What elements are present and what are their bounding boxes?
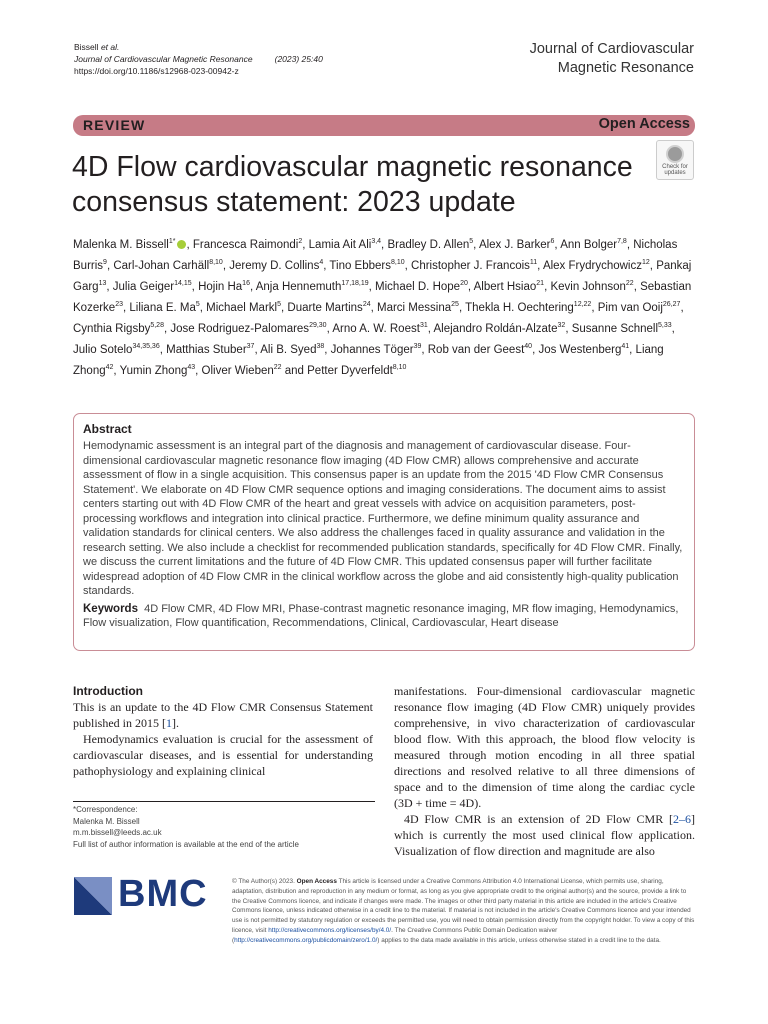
- header-journal: Journal of Cardiovascular Magnetic Resonance: [74, 54, 253, 64]
- author-name-text: Bradley D. Allen: [387, 238, 470, 251]
- author-affiliation: 6: [550, 238, 555, 245]
- author-name-text: Tino Ebbers: [329, 259, 391, 272]
- article-type-banner: [73, 115, 695, 136]
- correspondence-note: [73, 804, 299, 850]
- author-name-text: Kevin Johnson: [550, 280, 626, 293]
- author-name: [550, 281, 633, 293]
- abstract-box: [73, 413, 695, 651]
- author-name-text: Christopher J. Francois: [411, 259, 530, 272]
- author-name: [572, 323, 672, 335]
- body-left-column: [73, 683, 373, 779]
- license-body-2: . The Creative Commons Public Domain Dedication waiver (: [232, 926, 558, 944]
- author-affiliation: 32: [557, 322, 566, 330]
- author-name-text: Liliana E. Ma: [129, 301, 196, 314]
- author-name-text: Alex J. Barker: [478, 238, 551, 251]
- author-affiliation: 5: [469, 238, 474, 245]
- author-name-text: Susanne Schnell: [571, 322, 659, 335]
- license-copyright: © The Author(s) 2023.: [232, 878, 295, 885]
- author-name: [411, 260, 537, 272]
- author-name: [474, 281, 544, 293]
- bmc-logo-icon: [74, 877, 114, 915]
- intro-heading: Introduction: [73, 684, 143, 698]
- author-name-text: Oliver Wieben: [201, 365, 274, 378]
- author-affiliation: 25: [451, 301, 459, 309]
- article-type-label: REVIEW: [83, 117, 146, 133]
- author-affiliation: 43: [187, 364, 196, 372]
- author-affiliation: 42: [105, 364, 114, 372]
- check-for-updates-button[interactable]: [656, 140, 694, 180]
- author-name: [309, 239, 381, 251]
- author-affiliation: 9: [103, 259, 107, 267]
- author-affiliation: 3,4: [371, 238, 382, 245]
- citation-link[interactable]: 2–6: [673, 812, 691, 826]
- author-name: [73, 344, 160, 356]
- author-affiliation: 23: [115, 301, 123, 309]
- author-affiliation: 37: [246, 343, 255, 351]
- author-name: [387, 239, 473, 251]
- p1-text-end: ].: [172, 716, 179, 730]
- author-name-text: Carl-Johan Carhäll: [113, 259, 210, 272]
- author-name-text: Arno A. W. Roest: [332, 322, 420, 335]
- author-affiliation: 34,35,36: [132, 343, 160, 351]
- author-affiliation: 39: [413, 343, 422, 351]
- author-affiliation: 12,22: [573, 301, 592, 309]
- author-name: [598, 302, 681, 314]
- author-name: [202, 365, 282, 377]
- author-name-text: Rob van der Geest: [427, 343, 525, 356]
- author-name-text: Lamia Ait Ali: [308, 238, 372, 251]
- license-body: This article is licensed under a Creative Commons Attribution 4.0 International License, which permits use, sharing, adaptation, distribution and reproduction in any medium or format, as long as you give appropriate credit to the original author(s) and the source, provide a link to the Creative Commons licence, and indicate if changes were made. The images or other third party material in this article are included in the article's Creative Commons licence, unless indicated otherwise in a credit line to the material. If material is not included in the article's Creative Commons licence and your intended use is not permitted by statutory regulation or exceeds the permitted use, you will need to obtain permission directly from the copyright holder. To view a copy of this licence, visit: [232, 878, 695, 934]
- author-name-text: Thekla H. Oechtering: [465, 301, 574, 314]
- author-affiliation: 22: [625, 280, 634, 288]
- orcid-icon[interactable]: [177, 240, 186, 249]
- author-name: [331, 344, 422, 356]
- license-link[interactable]: http://creativecommons.org/licenses/by/4.0/: [268, 926, 392, 934]
- author-name: [198, 281, 250, 293]
- keywords: [83, 602, 685, 631]
- author-affiliation: 8,10: [392, 364, 407, 372]
- author-name-text: Julia Geiger: [112, 280, 175, 293]
- intro-paragraph-1: [73, 699, 373, 731]
- author-name: [479, 239, 554, 251]
- author-affiliation: 16: [242, 280, 250, 288]
- author-name-text: Johannes Töger: [330, 343, 414, 356]
- author-affiliation: 2: [298, 238, 303, 245]
- author-affiliation: 5: [277, 301, 281, 309]
- author-affiliation: 26,27: [662, 301, 681, 309]
- author-affiliation: 41: [621, 343, 630, 351]
- author-name-text: Michael Markl: [206, 301, 278, 314]
- author-name-text: Ali B. Syed: [260, 343, 317, 356]
- p4-text-end: ] which is currently the most used clinical flow application. Visualization of flow direction and magnitude are also: [394, 812, 695, 858]
- author-name: [129, 302, 199, 314]
- author-name-text: Pim van Ooij: [597, 301, 663, 314]
- author-name-text: Anja Hennemuth: [255, 280, 342, 293]
- author-affiliation: 13: [98, 280, 107, 288]
- author-name-text: Cynthia Rigsby: [73, 322, 151, 335]
- license-text: [232, 877, 696, 946]
- running-header: [74, 41, 323, 77]
- author-name-text: Sebastian Kozerke: [73, 280, 692, 314]
- author-name: [260, 344, 324, 356]
- author-name: [377, 302, 459, 314]
- author-name: [465, 302, 591, 314]
- check-updates-label: Check for updates: [662, 164, 688, 176]
- author-name-text: Matthias Stuber: [166, 343, 247, 356]
- correspondence-info: Full list of author information is available at the end of the article: [73, 839, 299, 849]
- author-affiliation: 14,15: [174, 280, 192, 288]
- author-name-text: Duarte Martins: [287, 301, 363, 314]
- footnote-divider: [73, 801, 375, 802]
- author-name: [287, 302, 370, 314]
- journal-name-line2: Magnetic Resonance: [557, 60, 694, 76]
- correspondence-name: Malenka M. Bissell: [73, 816, 140, 826]
- header-etal: et al.: [100, 42, 120, 52]
- author-name: [560, 239, 627, 251]
- author-affiliation: 4: [319, 259, 324, 267]
- header-author: Bissell: [74, 42, 99, 52]
- header-volume: (2023) 25:40: [274, 54, 323, 64]
- author-name: [206, 302, 281, 314]
- article-title: 4D Flow cardiovascular magnetic resonance consensus statement: 2023 update: [72, 151, 633, 218]
- author-affiliation: 5: [195, 301, 200, 309]
- author-affiliation: 8,10: [209, 259, 223, 267]
- intro-paragraph-3: manifestations. Four-dimensional cardiovascular magnetic resonance flow imaging (4D Flow CMR) uniquely provides comprehensive, in vivo characterization of cardiovascular blood flow. With this approach, the blood flow velocity is measured through motion encoding in all three spatial directions and resolved relative to all three dimensions of space and to the dimension of time along the cardiac cycle (3D + time = 4D).: [394, 684, 695, 810]
- citation-link[interactable]: 1: [166, 716, 172, 730]
- journal-name-line1: Journal of Cardiovascular: [529, 41, 694, 57]
- correspondence-email[interactable]: m.m.bissell@leeds.ac.uk: [73, 828, 162, 837]
- correspondence-label: *Correspondence:: [73, 805, 138, 814]
- author-name-text: Petter Dyverfeldt: [307, 365, 393, 378]
- author-name-text: Pankaj Garg: [73, 259, 692, 293]
- author-name-text: Malenka M. Bissell: [73, 238, 169, 251]
- open-access-label: Open Access: [598, 116, 690, 132]
- author-name-text: Ann Bolger: [560, 238, 618, 251]
- author-affiliation: 1*: [168, 238, 176, 245]
- author-name-text: Albert Hsiao: [473, 280, 537, 293]
- author-name-text: Nicholas Burris: [73, 238, 678, 272]
- license-body-3: ) applies to the data made available in this article, unless otherwise stated in a credit line to the data.: [377, 936, 661, 944]
- author-name: [543, 260, 650, 272]
- author-name: [120, 365, 196, 377]
- author-affiliation: 5,33: [658, 322, 672, 330]
- intro-paragraph-2: Hemodynamics evaluation is crucial for the assessment of cardiovascular diseases, and is essential for understanding pathophysiology and explaining clinical: [73, 732, 373, 778]
- cc0-link[interactable]: http://creativecommons.org/publicdomain/zero/1.0/: [234, 936, 378, 944]
- author-name-text: Hojin Ha: [198, 280, 243, 293]
- author-name-text: Alex Frydrychowicz: [542, 259, 642, 272]
- author-affiliation: 22: [273, 364, 282, 372]
- body-right-column: [394, 683, 695, 859]
- author-name: [329, 260, 404, 272]
- license-open-access: Open Access: [296, 878, 337, 885]
- author-name: [256, 281, 369, 293]
- bmc-logo: BMC: [118, 873, 208, 915]
- author-name: [375, 281, 468, 293]
- author-name: [307, 365, 406, 377]
- p4-text: 4D Flow CMR is an extension of 2D Flow CMR [: [404, 812, 673, 826]
- author-name-text: Francesca Raimondi: [192, 238, 299, 251]
- author-name-text: Alejandro Roldán-Alzate: [433, 322, 558, 335]
- author-affiliation: 20: [460, 280, 468, 288]
- author-name: [428, 344, 532, 356]
- author-affiliation: 21: [536, 280, 545, 288]
- author-affiliation: 17,18,19: [341, 280, 369, 288]
- author-name-text: Julio Sotelo: [73, 343, 133, 356]
- author-name: [166, 344, 254, 356]
- journal-name: [530, 40, 694, 78]
- author-name: [113, 260, 223, 272]
- author-affiliation: 12: [642, 259, 650, 267]
- abstract-text: Hemodynamic assessment is an integral part of the diagnosis and management of cardiovascular disease. Four-dimensional cardiovascular magnetic resonance flow imaging (4D Flow CMR) allows comprehensive and accurate assessment of flow in a single acquisition. This consensus paper is an update from the 2015 '4D Flow CMR Consensus Statement'. We elaborate on 4D Flow CMR sequence options and imaging considerations. The document aims to assist centers starting out with 4D Flow CMR of the heart and great vessels with advice on acquisition parameters, post-processing workflows and integration into clinical practice. Furthermore, we define minimum quality assurance and validation standards for clinical centers. We also address the challenges faced in quality assurance and validation in the research setting. We also include a checklist for recommended publication standards, specifically for 4D Flow CMR. Finally, we discuss the current limitations and the future of 4D Flow CMR. This updated consensus paper will further facilitate widespread adoption of 4D Flow CMR in the clinical workflow across the globe and aid consistently high-quality publication standards.: [83, 440, 683, 597]
- p1-text: This is an update to the 4D Flow CMR Consensus Statement published in 2015 [: [73, 700, 373, 730]
- abstract-heading: Abstract: [83, 422, 132, 436]
- author-name-text: Liang Zhong: [73, 343, 664, 378]
- author-affiliation: 31: [419, 322, 428, 330]
- author-name-text: Jeremy D. Collins: [229, 259, 320, 272]
- author-affiliation: 8,10: [391, 259, 405, 267]
- author-affiliation: 11: [529, 259, 538, 267]
- author-affiliation: 40: [524, 343, 533, 351]
- author-name: [538, 344, 629, 356]
- author-name-text: Yumin Zhong: [119, 365, 188, 378]
- author-name-text: Jos Westenberg: [538, 343, 622, 356]
- author-name: [229, 260, 323, 272]
- author-name-text: Jose Rodriguez-Palomares: [170, 322, 310, 335]
- author-name: [170, 323, 326, 335]
- author-name: [113, 281, 192, 293]
- author-name-text: Michael D. Hope: [375, 280, 461, 293]
- check-updates-icon: [666, 145, 684, 163]
- author-name: [73, 323, 164, 335]
- keywords-label: Keywords: [83, 602, 138, 615]
- author-name: [73, 239, 187, 251]
- author-name: [193, 239, 302, 251]
- author-name-text: Marci Messina: [377, 301, 452, 314]
- author-name: [434, 323, 566, 335]
- keywords-list: 4D Flow CMR, 4D Flow MRI, Phase-contrast magnetic resonance imaging, MR flow imaging, Hemodynamics, Flow visualization, Flow quantification, Recommendations, Clinical, Cardiovascular, Heart disease: [83, 602, 679, 629]
- author-name: [332, 323, 427, 335]
- intro-paragraph-4: [394, 811, 695, 859]
- author-list: Malenka M. Bissell$^{1*}$ , Francesca Raimondi$^2$, Lamia Ait Ali$^{3,4}$, Bradley D. Allen$^5$, Alex J. Barker$^6$, Ann Bolger$^{7,8}$, Nicholas Burris$^9$, Carl-Johan Carhäll$^{8,10}$, Jeremy D. Collins$^4$, Tino Ebbers$^{8,10}$, Christopher J. Francois$^{11}$, Alex Frydrychowicz$^{12}$, Pankaj Garg$^{13}$, Julia Geiger$^{14,15}$, Hojin Ha$^{16}$, Anja Hennemuth$^{17,18,19}$, Michael D. Hope$^{20}$, Albert Hsiao$^{21}$, Kevin Johnson$^{22}$, Sebastian Kozerke$^{23}$, Liliana E. Ma$^5$, Michael Markl$^5$, Duarte Martins$^{24}$, Marci Messina$^{25}$, Thekla H. Oechtering$^{12,22}$, Pim van Ooij$^{26,27}$, Cynthia Rigsby$^{5,28}$, Jose Rodriguez-Palomares$^{29,30}$, Arno A. W. Roest$^{31}$, Alejandro Roldán-Alzate$^{32}$, Susanne Schnell$^{5,33}$, Julio Sotelo$^{34,35,36}$, Matthias Stuber$^{37}$, Ali B. Syed$^{38}$, Johannes Töger$^{39}$, Rob van der Geest$^{40}$, Jos Westenberg$^{41}$, Liang Zhong$^{42}$, Yumin Zhong$^{43}$, Oliver Wieben$^{22}$ and Petter Dyverfeldt$^{8,10}$: [73, 238, 692, 378]
- author-affiliation: 24: [362, 301, 371, 309]
- header-doi[interactable]: https://doi.org/10.1186/s12968-023-00942-z: [74, 66, 239, 76]
- author-affiliation: 5,28: [150, 322, 164, 330]
- author-affiliation: 38: [316, 343, 325, 351]
- author-affiliation: 7,8: [617, 238, 627, 245]
- author-affiliation: 29,30: [309, 322, 327, 330]
